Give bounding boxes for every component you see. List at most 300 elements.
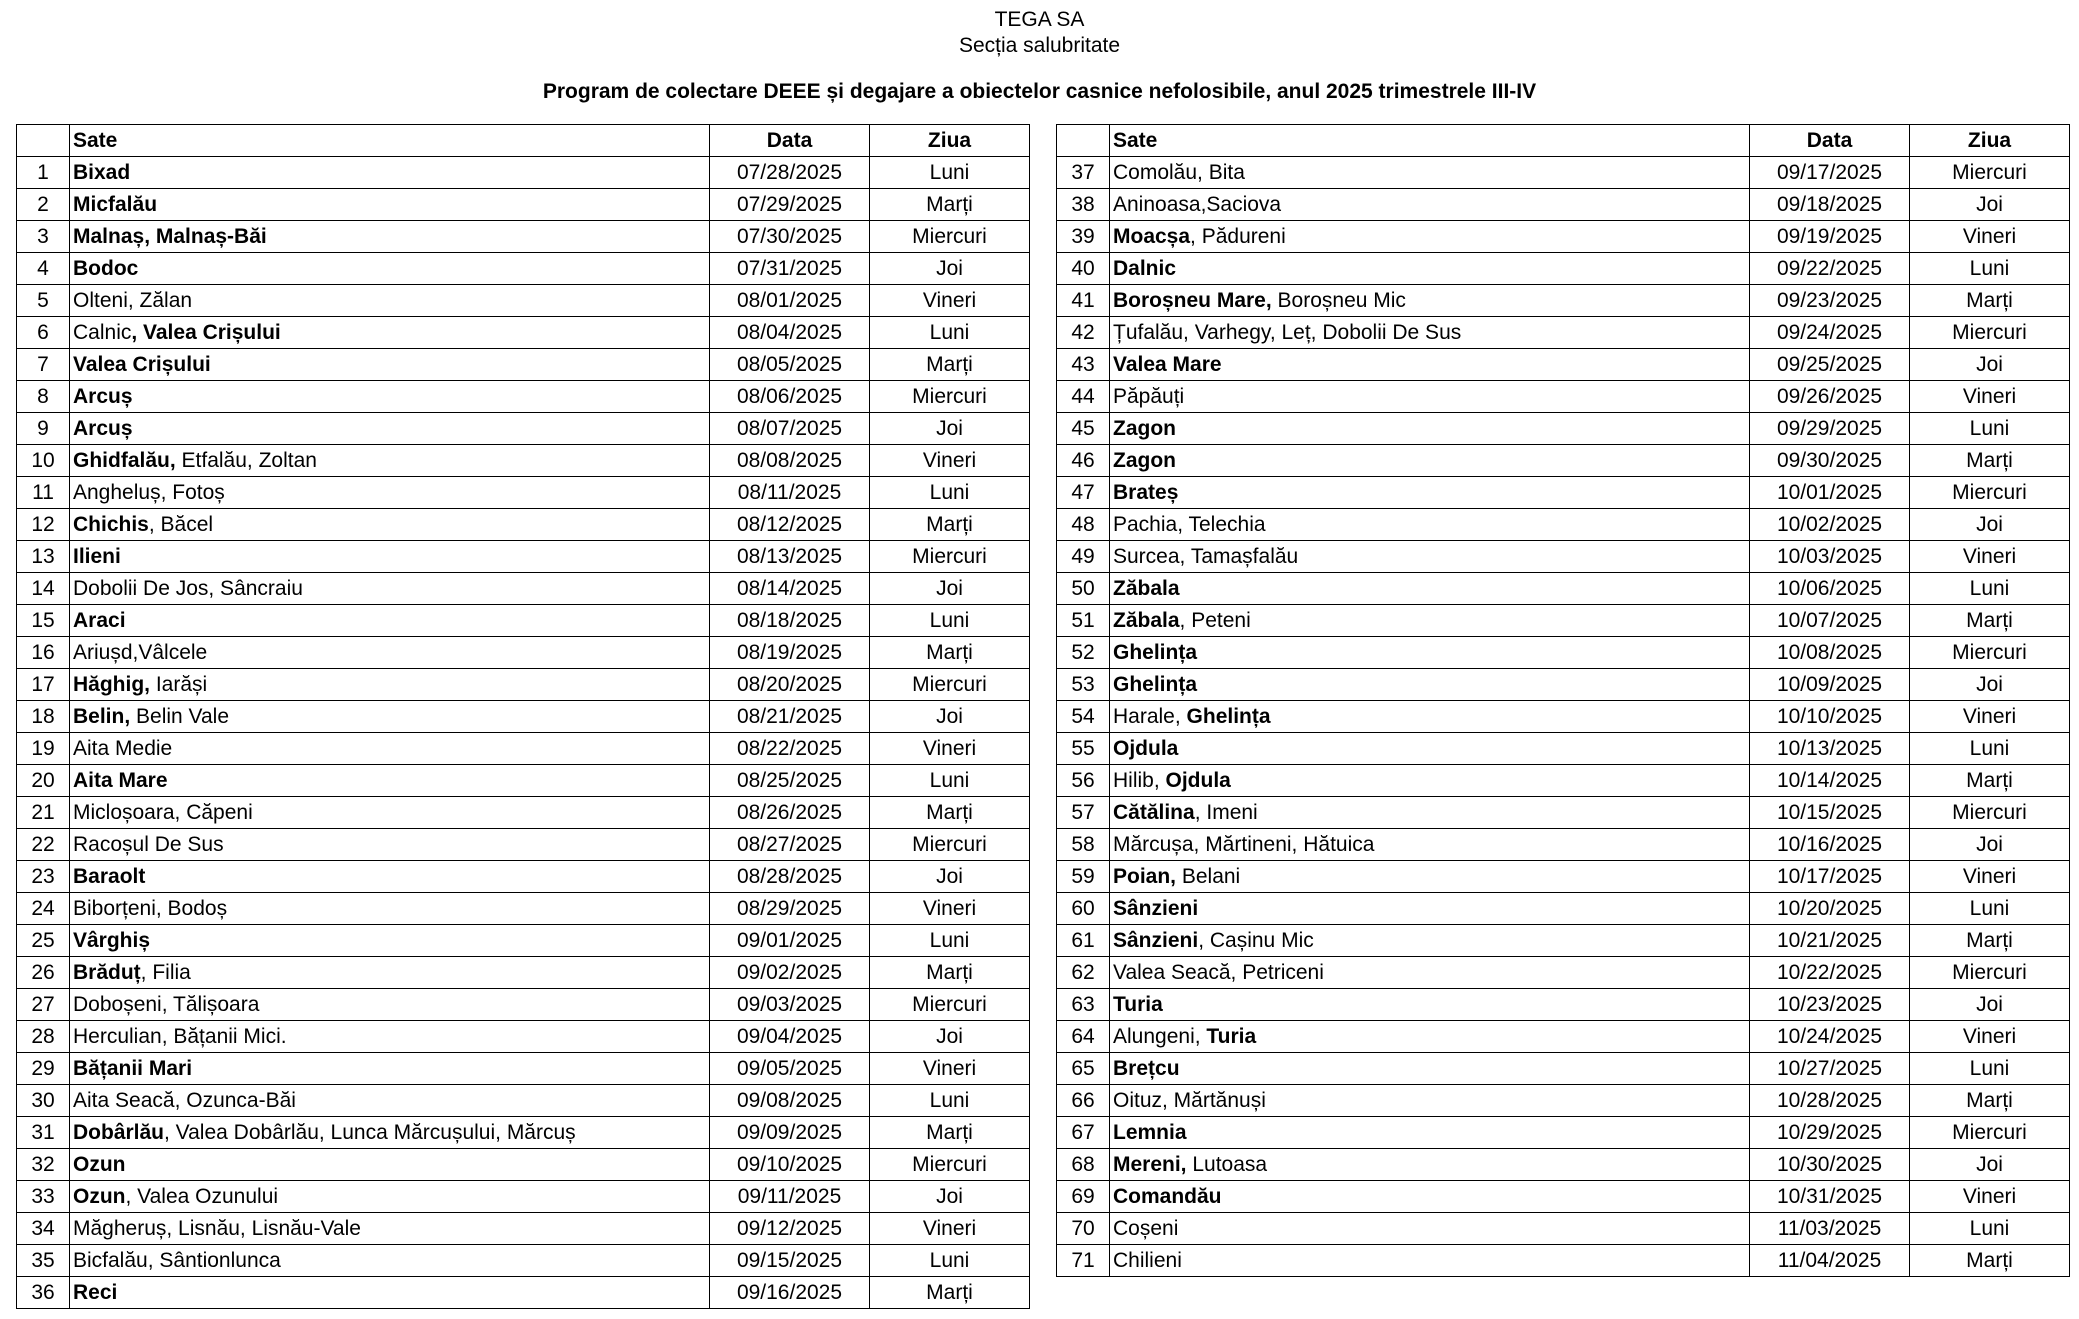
village-text: Ghelința <box>1113 672 1198 696</box>
table-row <box>17 829 1030 861</box>
table-row <box>17 1149 1030 1181</box>
village-text: Ozun <box>73 1152 126 1176</box>
villages-cell <box>1110 285 1750 317</box>
table-row <box>1057 1053 2070 1085</box>
day-cell: Joi <box>870 1181 1030 1213</box>
day-cell: Marți <box>1910 605 2070 637</box>
row-number: 6 <box>17 317 70 349</box>
village-text: Dalnic <box>1113 256 1177 280</box>
villages-cell <box>70 413 710 445</box>
row-number: 56 <box>1057 765 1110 797</box>
day-cell: Marți <box>1910 445 2070 477</box>
village-text: Zagon <box>1113 416 1176 440</box>
table-row <box>17 989 1030 1021</box>
table-row <box>1057 1021 2070 1053</box>
villages-cell <box>1110 477 1750 509</box>
date-cell: 09/12/2025 <box>710 1213 870 1245</box>
table-row <box>17 189 1030 221</box>
row-number: 67 <box>1057 1117 1110 1149</box>
villages-cell <box>1110 349 1750 381</box>
village-text: Ojdula <box>1165 768 1231 792</box>
village-text: , Valea Crișului <box>131 320 281 344</box>
village-text: Pachia, Telechia <box>1113 512 1266 536</box>
village-text: Aninoasa,Saciova <box>1113 192 1282 216</box>
row-number: 5 <box>17 285 70 317</box>
row-number: 3 <box>17 221 70 253</box>
date-cell: 09/17/2025 <box>1750 157 1910 189</box>
villages-cell <box>1110 733 1750 765</box>
villages-cell <box>1110 509 1750 541</box>
schedule-table-right <box>1056 124 2070 1277</box>
table-row <box>1057 477 2070 509</box>
table-row <box>17 509 1030 541</box>
date-cell: 10/07/2025 <box>1750 605 1910 637</box>
row-number: 26 <box>17 957 70 989</box>
day-cell: Marți <box>870 1117 1030 1149</box>
row-number: 66 <box>1057 1085 1110 1117</box>
villages-cell <box>70 189 710 221</box>
village-text: Ghelința <box>1113 640 1198 664</box>
row-number: 39 <box>1057 221 1110 253</box>
day-cell: Marți <box>870 509 1030 541</box>
villages-cell <box>1110 253 1750 285</box>
date-cell: 10/13/2025 <box>1750 733 1910 765</box>
village-text: Ghelința <box>1186 704 1271 728</box>
village-text: Bățanii Mari <box>73 1056 193 1080</box>
day-cell: Miercuri <box>870 221 1030 253</box>
village-text: Zăbala <box>1113 576 1180 600</box>
table-row <box>17 893 1030 925</box>
villages-cell <box>70 669 710 701</box>
table-row <box>1057 1085 2070 1117</box>
row-number: 15 <box>17 605 70 637</box>
date-cell: 09/29/2025 <box>1750 413 1910 445</box>
date-cell: 07/28/2025 <box>710 157 870 189</box>
row-number: 11 <box>17 477 70 509</box>
day-cell: Vineri <box>1910 381 2070 413</box>
day-cell: Marți <box>1910 285 2070 317</box>
village-text: Dobolii De Jos, Sâncraiu <box>73 576 303 600</box>
row-number: 7 <box>17 349 70 381</box>
header-day: Ziua <box>1910 125 2070 157</box>
villages-cell <box>1110 829 1750 861</box>
table-row <box>17 701 1030 733</box>
day-cell: Luni <box>870 477 1030 509</box>
row-number: 65 <box>1057 1053 1110 1085</box>
village-text: Brețcu <box>1113 1056 1180 1080</box>
villages-cell <box>1110 1245 1750 1277</box>
table-row <box>17 1181 1030 1213</box>
row-number: 37 <box>1057 157 1110 189</box>
day-cell: Miercuri <box>1910 477 2070 509</box>
date-cell: 08/18/2025 <box>710 605 870 637</box>
date-cell: 10/10/2025 <box>1750 701 1910 733</box>
village-text: Micloșoara, Căpeni <box>73 800 253 824</box>
table-row <box>1057 765 2070 797</box>
day-cell: Luni <box>870 765 1030 797</box>
table-row <box>17 765 1030 797</box>
village-text: Calnic <box>73 320 132 344</box>
village-text: , Valea Ozunului <box>125 1184 279 1208</box>
date-cell: 08/11/2025 <box>710 477 870 509</box>
date-cell: 10/06/2025 <box>1750 573 1910 605</box>
table-row <box>17 1245 1030 1277</box>
date-cell: 08/22/2025 <box>710 733 870 765</box>
row-number: 47 <box>1057 477 1110 509</box>
date-cell: 09/19/2025 <box>1750 221 1910 253</box>
day-cell: Luni <box>1910 893 2070 925</box>
table-row <box>1057 381 2070 413</box>
village-text: Olteni, Zălan <box>73 288 193 312</box>
day-cell: Luni <box>1910 1213 2070 1245</box>
villages-cell <box>1110 861 1750 893</box>
village-text: Ghidfalău, <box>73 448 176 472</box>
village-text: Coșeni <box>1113 1216 1179 1240</box>
day-cell: Luni <box>1910 573 2070 605</box>
table-row <box>1057 701 2070 733</box>
day-cell: Marți <box>870 349 1030 381</box>
day-cell: Luni <box>1910 253 2070 285</box>
day-cell: Marți <box>870 957 1030 989</box>
row-number: 71 <box>1057 1245 1110 1277</box>
villages-cell <box>1110 637 1750 669</box>
row-number: 18 <box>17 701 70 733</box>
day-cell: Marți <box>1910 925 2070 957</box>
village-text: Sânzieni <box>1113 896 1199 920</box>
day-cell: Miercuri <box>1910 317 2070 349</box>
day-cell: Luni <box>1910 733 2070 765</box>
day-cell: Marți <box>870 189 1030 221</box>
date-cell: 10/15/2025 <box>1750 797 1910 829</box>
row-number: 60 <box>1057 893 1110 925</box>
row-number: 58 <box>1057 829 1110 861</box>
day-cell: Vineri <box>1910 1021 2070 1053</box>
day-cell: Vineri <box>870 893 1030 925</box>
table-row <box>17 861 1030 893</box>
date-cell: 09/15/2025 <box>710 1245 870 1277</box>
villages-cell <box>70 157 710 189</box>
date-cell: 08/05/2025 <box>710 349 870 381</box>
day-cell: Joi <box>870 253 1030 285</box>
row-number: 12 <box>17 509 70 541</box>
village-text: Baraolt <box>73 864 146 888</box>
villages-cell <box>1110 1213 1750 1245</box>
date-cell: 09/26/2025 <box>1750 381 1910 413</box>
row-number: 70 <box>1057 1213 1110 1245</box>
villages-cell <box>1110 221 1750 253</box>
date-cell: 07/30/2025 <box>710 221 870 253</box>
date-cell: 09/18/2025 <box>1750 189 1910 221</box>
villages-cell <box>70 1053 710 1085</box>
table-row <box>17 957 1030 989</box>
row-number: 22 <box>17 829 70 861</box>
row-number: 69 <box>1057 1181 1110 1213</box>
village-text: Araci <box>73 608 126 632</box>
date-cell: 10/20/2025 <box>1750 893 1910 925</box>
village-text: Ojdula <box>1113 736 1179 760</box>
villages-cell <box>70 1117 710 1149</box>
village-text: Iarăși <box>150 672 208 696</box>
row-number: 20 <box>17 765 70 797</box>
villages-cell <box>70 1085 710 1117</box>
day-cell: Miercuri <box>870 381 1030 413</box>
date-cell: 10/14/2025 <box>1750 765 1910 797</box>
village-text: , Filia <box>140 960 191 984</box>
villages-cell <box>70 797 710 829</box>
villages-cell <box>70 381 710 413</box>
day-cell: Luni <box>870 157 1030 189</box>
day-cell: Joi <box>870 1021 1030 1053</box>
villages-cell <box>1110 445 1750 477</box>
row-number: 46 <box>1057 445 1110 477</box>
table-row <box>1057 573 2070 605</box>
village-text: Turia <box>1206 1024 1257 1048</box>
day-cell: Marți <box>1910 765 2070 797</box>
row-number: 41 <box>1057 285 1110 317</box>
village-text: , Cașinu Mic <box>1198 928 1314 952</box>
date-cell: 08/26/2025 <box>710 797 870 829</box>
table-row <box>1057 733 2070 765</box>
village-text: Vârghiș <box>73 928 151 952</box>
day-cell: Miercuri <box>1910 157 2070 189</box>
row-number: 42 <box>1057 317 1110 349</box>
day-cell: Luni <box>1910 1053 2070 1085</box>
date-cell: 09/22/2025 <box>1750 253 1910 285</box>
day-cell: Miercuri <box>870 1149 1030 1181</box>
village-text: Reci <box>73 1280 118 1304</box>
villages-cell <box>1110 1149 1750 1181</box>
table-row <box>17 381 1030 413</box>
table-header-row <box>17 125 1030 157</box>
date-cell: 08/13/2025 <box>710 541 870 573</box>
table-row <box>1057 957 2070 989</box>
villages-cell <box>1110 157 1750 189</box>
date-cell: 09/09/2025 <box>710 1117 870 1149</box>
village-text: Hilib, <box>1113 768 1166 792</box>
row-number: 35 <box>17 1245 70 1277</box>
village-text: Ilieni <box>73 544 121 568</box>
village-text: Belin Vale <box>130 704 230 728</box>
day-cell: Joi <box>1910 669 2070 701</box>
day-cell: Joi <box>870 861 1030 893</box>
table-row <box>17 317 1030 349</box>
table-row <box>1057 349 2070 381</box>
day-cell: Vineri <box>870 733 1030 765</box>
date-cell: 10/01/2025 <box>1750 477 1910 509</box>
row-number: 17 <box>17 669 70 701</box>
villages-cell <box>1110 317 1750 349</box>
row-number: 19 <box>17 733 70 765</box>
day-cell: Marți <box>1910 1085 2070 1117</box>
row-number: 50 <box>1057 573 1110 605</box>
date-cell: 09/01/2025 <box>710 925 870 957</box>
table-row <box>17 349 1030 381</box>
table-row <box>1057 1181 2070 1213</box>
villages-cell <box>70 605 710 637</box>
village-text: Etfalău, Zoltan <box>175 448 317 472</box>
date-cell: 10/28/2025 <box>1750 1085 1910 1117</box>
date-cell: 07/29/2025 <box>710 189 870 221</box>
day-cell: Vineri <box>870 445 1030 477</box>
document-title: Program de colectare DEEE și degajare a obiectelor casnice nefolosibile, anul 2025 trimestrele III-IV <box>542 80 1537 103</box>
village-text: Ariușd,Vâlcele <box>73 640 208 664</box>
villages-cell <box>1110 381 1750 413</box>
date-cell: 09/05/2025 <box>710 1053 870 1085</box>
row-number: 10 <box>17 445 70 477</box>
villages-cell <box>1110 989 1750 1021</box>
row-number: 8 <box>17 381 70 413</box>
day-cell: Joi <box>1910 1149 2070 1181</box>
table-row <box>1057 221 2070 253</box>
village-text: Micfalău <box>73 192 158 216</box>
date-cell: 10/09/2025 <box>1750 669 1910 701</box>
date-cell: 10/24/2025 <box>1750 1021 1910 1053</box>
row-number: 45 <box>1057 413 1110 445</box>
row-number: 40 <box>1057 253 1110 285</box>
villages-cell <box>70 285 710 317</box>
date-cell: 10/08/2025 <box>1750 637 1910 669</box>
village-text: Harale, <box>1113 704 1187 728</box>
date-cell: 11/03/2025 <box>1750 1213 1910 1245</box>
day-cell: Miercuri <box>870 829 1030 861</box>
row-number: 28 <box>17 1021 70 1053</box>
date-cell: 08/01/2025 <box>710 285 870 317</box>
date-cell: 08/20/2025 <box>710 669 870 701</box>
village-text: Țufalău, Varhegy, Leț, Dobolii De Sus <box>1113 320 1462 344</box>
table-row <box>1057 925 2070 957</box>
villages-cell <box>70 1181 710 1213</box>
date-cell: 08/25/2025 <box>710 765 870 797</box>
village-text: Moacșa <box>1113 224 1191 248</box>
day-cell: Miercuri <box>1910 797 2070 829</box>
row-number: 27 <box>17 989 70 1021</box>
village-text: Bixad <box>73 160 131 184</box>
table-row <box>1057 157 2070 189</box>
village-text: Arcuș <box>73 384 133 408</box>
villages-cell <box>1110 765 1750 797</box>
village-text: Zagon <box>1113 448 1176 472</box>
village-text: Zăbala <box>1113 608 1180 632</box>
row-number: 64 <box>1057 1021 1110 1053</box>
village-text: Belani <box>1176 864 1241 888</box>
day-cell: Miercuri <box>1910 957 2070 989</box>
table-row <box>17 925 1030 957</box>
villages-cell <box>1110 957 1750 989</box>
row-number: 14 <box>17 573 70 605</box>
row-number: 68 <box>1057 1149 1110 1181</box>
row-number: 13 <box>17 541 70 573</box>
villages-cell <box>1110 1181 1750 1213</box>
villages-cell <box>1110 605 1750 637</box>
table-row <box>1057 893 2070 925</box>
date-cell: 08/28/2025 <box>710 861 870 893</box>
section-name: Secția salubritate <box>958 34 1121 57</box>
table-row <box>1057 541 2070 573</box>
table-row <box>1057 189 2070 221</box>
villages-cell <box>1110 413 1750 445</box>
row-number: 29 <box>17 1053 70 1085</box>
day-cell: Miercuri <box>1910 637 2070 669</box>
table-row <box>1057 317 2070 349</box>
villages-cell <box>70 1213 710 1245</box>
day-cell: Marți <box>870 637 1030 669</box>
table-row <box>1057 637 2070 669</box>
village-text: , Băcel <box>148 512 214 536</box>
row-number: 51 <box>1057 605 1110 637</box>
day-cell: Luni <box>870 925 1030 957</box>
village-text: Turia <box>1113 992 1163 1016</box>
date-cell: 10/29/2025 <box>1750 1117 1910 1149</box>
day-cell: Joi <box>1910 989 2070 1021</box>
village-text: Aita Mare <box>73 768 168 792</box>
village-text: Chichis <box>73 512 149 536</box>
table-row <box>17 605 1030 637</box>
villages-cell <box>70 861 710 893</box>
table-row <box>1057 861 2070 893</box>
table-row <box>17 1117 1030 1149</box>
date-cell: 09/04/2025 <box>710 1021 870 1053</box>
table-row <box>1057 509 2070 541</box>
village-text: Lutoasa <box>1186 1152 1268 1176</box>
village-text: Doboșeni, Tălișoara <box>73 992 260 1016</box>
row-number: 62 <box>1057 957 1110 989</box>
table-row <box>17 1053 1030 1085</box>
row-number: 23 <box>17 861 70 893</box>
day-cell: Vineri <box>1910 221 2070 253</box>
villages-cell <box>70 829 710 861</box>
date-cell: 09/30/2025 <box>1750 445 1910 477</box>
date-cell: 09/23/2025 <box>1750 285 1910 317</box>
row-number: 53 <box>1057 669 1110 701</box>
village-text: , Valea Dobârlău, Lunca Mărcușului, Mărcuș <box>164 1120 576 1144</box>
village-text: Bodoc <box>73 256 139 280</box>
table-row <box>1057 445 2070 477</box>
row-number: 32 <box>17 1149 70 1181</box>
village-text: Arcuș <box>73 416 133 440</box>
table-row <box>17 413 1030 445</box>
row-number: 24 <box>17 893 70 925</box>
date-cell: 09/16/2025 <box>710 1277 870 1309</box>
villages-cell <box>70 1021 710 1053</box>
table-row <box>17 445 1030 477</box>
table-row <box>17 637 1030 669</box>
village-text: , Peteni <box>1179 608 1251 632</box>
villages-cell <box>70 509 710 541</box>
villages-cell <box>70 445 710 477</box>
date-cell: 08/21/2025 <box>710 701 870 733</box>
header-number <box>17 125 70 157</box>
day-cell: Luni <box>870 1245 1030 1277</box>
day-cell: Marți <box>870 1277 1030 1309</box>
row-number: 2 <box>17 189 70 221</box>
day-cell: Luni <box>870 1085 1030 1117</box>
day-cell: Vineri <box>870 1213 1030 1245</box>
header-villages: Sate <box>1110 125 1750 157</box>
table-row <box>1057 253 2070 285</box>
day-cell: Vineri <box>1910 1181 2070 1213</box>
table-row <box>1057 1245 2070 1277</box>
table-row <box>17 1277 1030 1309</box>
day-cell: Joi <box>870 701 1030 733</box>
table-row <box>17 797 1030 829</box>
village-text: Belin, <box>73 704 131 728</box>
village-text: , Pădureni <box>1190 224 1286 248</box>
village-text: Dobârlău <box>73 1120 165 1144</box>
day-cell: Miercuri <box>870 669 1030 701</box>
header-number <box>1057 125 1110 157</box>
date-cell: 09/25/2025 <box>1750 349 1910 381</box>
company-name: TEGA SA <box>994 8 1085 31</box>
